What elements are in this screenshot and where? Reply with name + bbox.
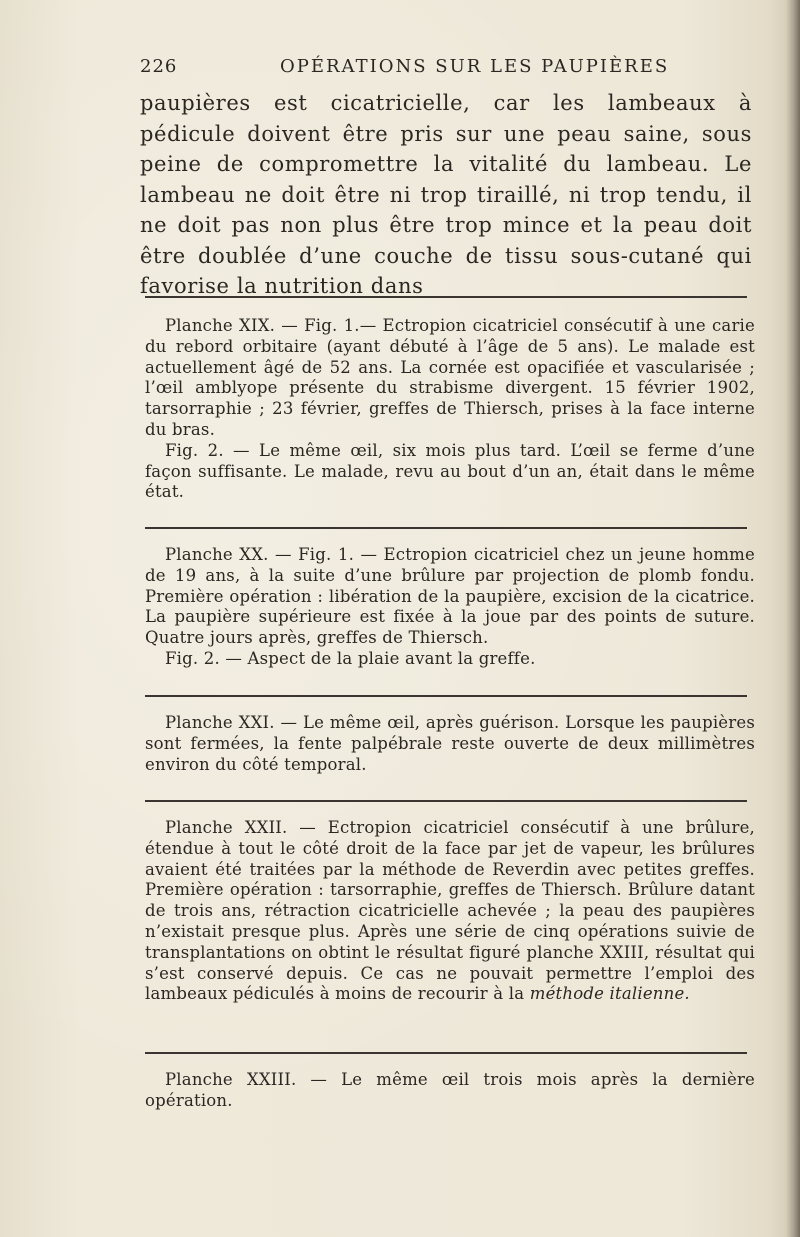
- plate-note-xxiii: [145, 1070, 755, 1112]
- note-paragraph: Fig. 2. — Aspect de la plaie avant la greffe.: [165, 648, 536, 668]
- page-number: 226: [140, 56, 178, 77]
- note-paragraph: Fig. 2. — Le même œil, six mois plus tard. L’œil se ferme d’une façon suffisante. Le malade, revu au bout d’un an, était dans le même état.: [145, 440, 755, 502]
- separator-rule: [145, 1052, 747, 1054]
- plate-note-xix: [145, 316, 755, 503]
- italic-phrase: méthode italienne.: [529, 984, 690, 1004]
- page-header: [140, 56, 750, 86]
- plate-note-xx: [145, 545, 755, 670]
- running-title: OPÉRATIONS SUR LES PAUPIÈRES: [280, 56, 670, 77]
- separator-rule: [145, 296, 747, 298]
- plate-note-xxi: [145, 713, 755, 775]
- note-paragraph: Planche XIX. — Fig. 1.— Ectropion cicatriciel consécutif à une carie du rebord orbitaire (ayant débuté à l’âge de 5 ans). Le malade est actuellement âgé de 52 ans. La cornée est opacifiée et vascularisée ; l’œil amblyope présente du strabisme divergent. 15 février 1902, tarsorraphie ; 23 février, greffes de Thiersch, prises à la face interne du bras.: [145, 316, 755, 439]
- page-edge-shadow: [786, 0, 800, 1237]
- note-paragraph: Planche XX. — Fig. 1. — Ectropion cicatriciel chez un jeune homme de 19 ans, à la suite d’une brûlure par projection de plomb fondu. Première opération : libération de la paupière, excision de la cicatrice. La paupière supérieure est fixée à la joue par des points de suture. Quatre jours après, greffes de Thiersch.: [145, 545, 755, 648]
- separator-rule: [145, 695, 747, 697]
- separator-rule: [145, 800, 747, 802]
- body-paragraph: paupières est cicatricielle, car les lambeaux à pédicule doivent être pris sur une peau saine, sous peine de compromettre la vitalité du lambeau. Le lambeau ne doit être ni trop tiraillé, ni trop tendu, il ne doit pas non plus être trop mince et la peau doit être doublée d’une couche de tissu sous-cutané qui favorise la nutrition dans: [140, 91, 752, 298]
- note-paragraph: Planche XXI. — Le même œil, après guérison. Lorsque les paupières sont fermées, la fente palpébrale reste ouverte de deux millimètres environ du côté temporal.: [145, 713, 755, 774]
- note-paragraph: Planche XXIII. — Le même œil trois mois après la dernière opération.: [145, 1070, 755, 1110]
- plate-note-xxii: [145, 818, 755, 1005]
- note-text: Planche XXII. — Ectropion cicatriciel consécutif à une brûlure, étendue à tout le côté droit de la face par jet de vapeur, les brûlures avaient été traitées par la méthode de Reverdin avec petites greffes. Première opération : tarsorraphie, greffes de Thiersch. Brûlure datant de trois ans, rétraction cicatricielle achevée ; la peau des paupières n’existait presque plus. Après une série de cinq opérations suivie de transplantations on obtint le résultat figuré planche XXIII, résultat qui s’est conservé depuis. Ce cas ne pouvait permettre l’emploi des lambeaux pédiculés à moins de recourir à la: [145, 818, 755, 1004]
- note-paragraph: [145, 818, 755, 1005]
- separator-rule: [145, 527, 747, 529]
